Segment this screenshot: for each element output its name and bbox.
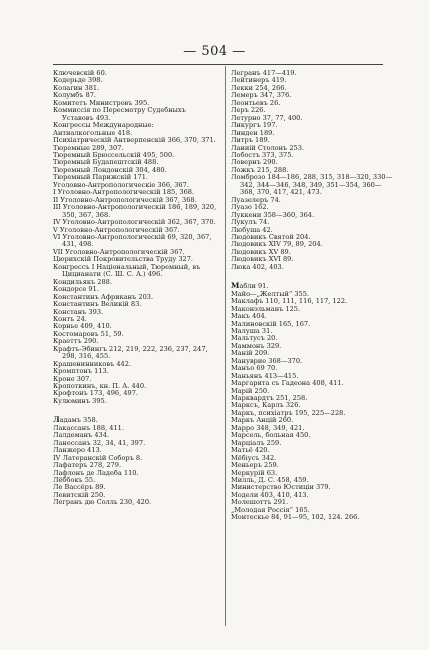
index-entry: Антиалкогольные 418. bbox=[53, 128, 133, 137]
index-entry: Мёбіусъ 342. bbox=[231, 453, 277, 462]
index-entry: II Уголовно-Антропологическій 367, 368. bbox=[53, 195, 197, 204]
index-section-k bbox=[53, 70, 218, 405]
index-entry: Лёббокъ 55. bbox=[53, 476, 96, 485]
index-entry: Колумбъ 87. bbox=[53, 91, 97, 100]
index-entry: Марсель, больная 450. bbox=[231, 431, 311, 440]
index-entry: Милль, Д. С. 458, 459. bbox=[231, 476, 309, 485]
index-entry: Модели 403, 410, 413. bbox=[231, 490, 309, 499]
index-entry: Тюремный Брюссельскій 495, 500. bbox=[53, 150, 175, 159]
index-entry: Тюремные 289, 307. bbox=[53, 143, 124, 152]
index-entry: Ловернъ 290. bbox=[231, 158, 278, 167]
index-entry: Ликургъ 197. bbox=[231, 121, 278, 130]
index-entry: Кондильякъ 288. bbox=[53, 277, 112, 286]
index-entry-text: адамъ 358. bbox=[59, 416, 98, 425]
index-entry: Меньеръ 259. bbox=[231, 461, 279, 470]
index-entry: Психіатрическій Антверпенскій 366, 370, 371. bbox=[53, 136, 216, 145]
index-entry: Маньянъ 413—415. bbox=[231, 371, 299, 380]
index-entry: Лакассанъ 188, 411. bbox=[53, 423, 124, 432]
index-entry: Ланессанъ 32, 34, 41, 397. bbox=[53, 438, 146, 447]
page-number: — 504 — bbox=[183, 44, 246, 59]
index-entry: Коммиссія по Пересмотру Судебныхъ Уставовъ 493. bbox=[53, 106, 186, 122]
index-entry: Луазелеръ 74. bbox=[231, 195, 281, 204]
index-entry: Линден 189. bbox=[231, 128, 275, 137]
index-entry: III Уголовно-Антропологическій 186, 189, 320, 350, 367, 368. bbox=[53, 203, 217, 219]
index-entry: Констанъ 393. bbox=[53, 307, 104, 316]
index-entry: VI Уголовно-Антропологическій 69, 320, 367, 431, 498. bbox=[53, 232, 212, 249]
index-entry: Людовикъ XIV 79, 89, 204. bbox=[231, 240, 323, 249]
index-entry: V Уголовно-Антропологическій 367. bbox=[53, 225, 180, 234]
index-entry: Ложкъ 215, 288. bbox=[231, 165, 289, 174]
index-entry: Цюрихскій Покровительства Труду 327. bbox=[53, 255, 194, 264]
index-entry: Марро 348, 349, 421. bbox=[231, 423, 305, 432]
index-entry: Монтескье 84, 91—95, 102, 124. 266. bbox=[231, 513, 360, 522]
index-entry: Луазо 162. bbox=[231, 203, 269, 212]
index-entry: Леръ 226. bbox=[231, 106, 266, 115]
index-entry: Лалдеманъ 434. bbox=[53, 431, 110, 440]
index-entry: Манъо 69 70. bbox=[231, 364, 278, 373]
index-entry: Маній 209. bbox=[231, 349, 270, 358]
index-entry: IV Уголовно-Антропологическій 362, 367, 370. bbox=[53, 218, 216, 227]
index-entry: Макъ 404. bbox=[231, 312, 267, 321]
index-entry: Маммонъ 329. bbox=[231, 341, 282, 350]
index-entry: Министерство Юстиціи 379. bbox=[231, 483, 331, 492]
index-section-m bbox=[231, 282, 393, 522]
index-entry: Кулюминъ 395. bbox=[53, 396, 107, 405]
index-entry: Ключевскій 60. bbox=[53, 69, 107, 77]
index-entry: Константинъ Великій 83. bbox=[53, 300, 142, 309]
section-gap bbox=[53, 405, 218, 416]
index-entry: Маргарита съ Гадеона 408, 411. bbox=[231, 379, 344, 388]
section-initial: М bbox=[231, 281, 240, 291]
index-entry: Кроне 307. bbox=[53, 374, 92, 383]
index-entry: Маконэльманъ 125. bbox=[231, 304, 301, 313]
right-column bbox=[231, 70, 393, 522]
index-entry: Литръ 189. bbox=[231, 136, 270, 145]
index-entry: Кропоткинъ, кн. П. А. 440. bbox=[53, 382, 147, 391]
index-entry: Крафтъ-Эбингъ 212, 219, 222, 236, 237, 247, 298, 316, 455. bbox=[53, 344, 208, 361]
index-entry: Людовикъ XV 89. bbox=[231, 247, 291, 256]
index-entry: „Молодая Россія“ 165. bbox=[231, 505, 310, 514]
section-initial: Л bbox=[53, 415, 60, 425]
index-entry-text: абли 91. bbox=[239, 282, 269, 291]
index-entry: Ломброзо 184—186, 288, 315, 318—320, 330—342, 344—346, 348, 349, 351—354, 360—368, 370, 417, 421, 473. bbox=[231, 173, 393, 197]
column-divider bbox=[225, 66, 226, 626]
index-entry: Людовикъ Святой 204. bbox=[231, 232, 311, 241]
index-entry: Малиновскій 165, 167. bbox=[231, 319, 311, 328]
index-entry: Марій 250. bbox=[231, 386, 270, 395]
index-entry: Майо—„Желтый“ 355. bbox=[231, 289, 309, 298]
index-entry: Кромптонъ 113. bbox=[53, 367, 109, 376]
index-section-l-continued bbox=[231, 70, 393, 271]
index-entry: Легранъ 417—419. bbox=[231, 69, 297, 77]
index-entry: Молешоттъ 291. bbox=[231, 498, 289, 507]
index-entry: Меркурій 63. bbox=[231, 468, 278, 477]
index-entry: Марквардтъ 251, 258. bbox=[231, 394, 308, 403]
index-entry: Лекки 254, 266. bbox=[231, 83, 287, 92]
index-entry: Марксъ, Карлъ 326. bbox=[231, 401, 301, 410]
index-entry: I Уголовно-Антропологическій 185, 368. bbox=[53, 188, 195, 197]
index-entry: Ланжеро 413. bbox=[53, 446, 102, 455]
index-entry: VII Уголовно-Антропологическій 367. bbox=[53, 247, 185, 256]
index-entry: Любуша 42. bbox=[231, 225, 273, 234]
index-entry: Лейтинеръ 419. bbox=[231, 76, 287, 85]
index-entry: Люка 402, 403. bbox=[231, 262, 284, 271]
section-gap bbox=[231, 271, 393, 282]
index-entry: Мальтусъ 20. bbox=[231, 334, 278, 343]
index-entry: Кодерьде 398. bbox=[53, 76, 103, 85]
index-entry: Крашенинниковъ 442. bbox=[53, 359, 132, 368]
index-entry: Конгрессъ I Національный, Тюремный, въ Цицианати (С. Ш. С. А.) 496. bbox=[53, 262, 201, 279]
index-entry: Корнье 409, 410. bbox=[53, 322, 112, 331]
index-entry: Тюремный Парижскій 171. bbox=[53, 173, 148, 182]
index-entry: Матьё 420. bbox=[231, 446, 270, 455]
header-rule bbox=[53, 64, 383, 65]
index-entry: Краеттъ 290. bbox=[53, 337, 99, 346]
index-entry: Ле Вассёръ 89. bbox=[53, 483, 106, 492]
index-entry: Контъ 24. bbox=[53, 314, 87, 323]
index-entry: Маклафъ 110, 111, 116, 117, 122. bbox=[231, 297, 348, 306]
index-entry: Колагин 381. bbox=[53, 83, 100, 92]
index-entry: Костомаровъ 51, 59. bbox=[53, 329, 124, 338]
index-entry: Лемеръ 347, 376. bbox=[231, 91, 292, 100]
index-entry: Малуша 31. bbox=[231, 326, 273, 335]
index-entry: Луккени 358—360, 364. bbox=[231, 210, 315, 219]
index-entry: IV Латеранскій Соборъ 8. bbox=[53, 453, 143, 462]
left-column bbox=[53, 70, 218, 507]
index-entry: Ланиій Столонъ 253. bbox=[231, 143, 305, 152]
index-entry: Уголовно-Антропологическіе 366, 367. bbox=[53, 180, 189, 189]
index-entry: Марціалъ 259. bbox=[231, 438, 282, 447]
index-entry: Маркъ Анцій 260. bbox=[231, 416, 294, 425]
index-entry: Легранъ дю Солль 230, 420. bbox=[53, 498, 152, 507]
index-entry: Кондорсе 91. bbox=[53, 285, 99, 294]
index-entry: Конгрессы Международные: bbox=[53, 121, 154, 130]
index-entry: Людовикъ XVI 89. bbox=[231, 255, 294, 264]
index-entry: Тюремный Будапештскій 488. bbox=[53, 158, 159, 167]
index-entry: Лафлонъ де Ладеба 110. bbox=[53, 468, 139, 477]
index-entry: Левитскій 250. bbox=[53, 490, 106, 499]
index-entry: Комитетъ Министровъ 395. bbox=[53, 98, 150, 107]
index-entry: Летурно 37, 77, 400. bbox=[231, 113, 303, 122]
index-section-l bbox=[53, 416, 218, 506]
index-entry: Константинъ Африканъ 203. bbox=[53, 292, 154, 301]
index-entry: Лобостъ 373, 375. bbox=[231, 150, 294, 159]
index-entry: Тюремный Лондонскій 304, 480. bbox=[53, 165, 167, 174]
index-entry: Маркъ, психіатръ 195, 225—228. bbox=[231, 408, 346, 417]
index-entry: Мануврие 368—370. bbox=[231, 356, 303, 365]
index-entry: Лукулъ 74. bbox=[231, 218, 270, 227]
index-entry: Крофтонъ 173, 496, 497. bbox=[53, 389, 138, 398]
index-entry: Леонтьевъ 26. bbox=[231, 98, 281, 107]
index-entry: Лафатеръ 278, 279. bbox=[53, 461, 122, 470]
